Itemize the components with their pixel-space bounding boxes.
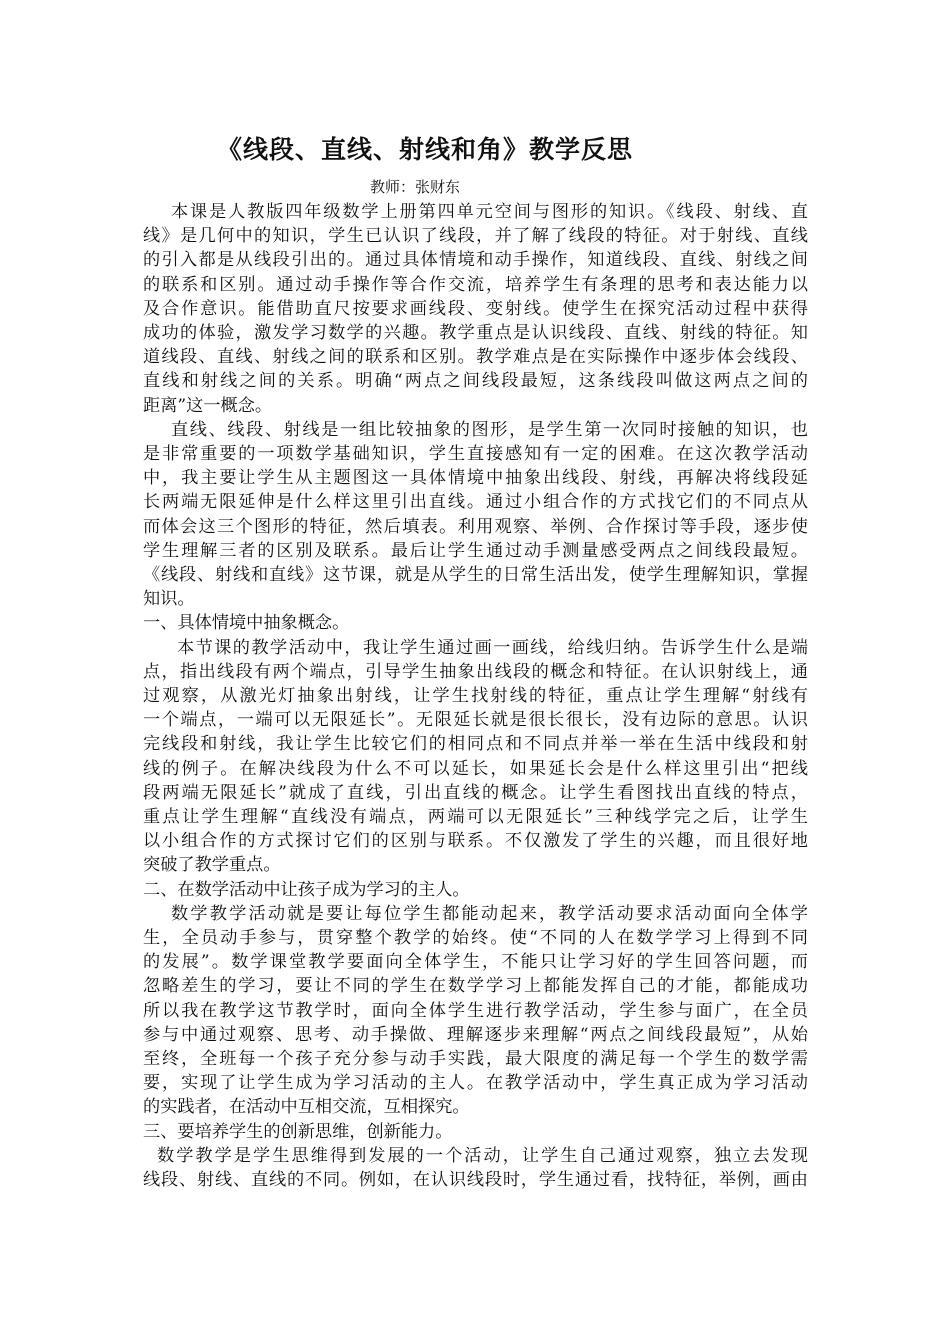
text-line: 所以我在教学这节教学时，面向全体学生进行教学活动，学生参与面广，在全员 [143,1000,808,1021]
text-line: 参与中通过观察、思考、动手操做、理解逐步来理解“两点之间线段最短”，从始 [143,1024,808,1045]
text-line: 一、具体情境中抽象概念。 [143,613,350,634]
text-line: 数学教学是学生思维得到发展的一个活动，让学生自己通过观察，独立去发现 [157,1145,808,1166]
text-line: 三、要培养学生的创新思维，创新能力。 [143,1121,453,1142]
text-line: 完线段和射线，我让学生比较它们的相同点和不同点并举一举在生活中线段和射 [143,734,808,755]
text-line: 的引入都是从线段引出的。通过具体情境和动手操作，知道线段、直线、射线之间 [143,250,808,271]
text-line: 线》是几何中的知识，学生已认识了线段，并了解了线段的特征。对于射线、直线 [143,226,808,247]
text-line: 重点让学生理解“直线没有端点，两端可以无限延长”三种线学完之后，让学生 [143,807,808,827]
text-line: 道线段、直线、射线之间的联系和区别。教学难点是在实际操作中逐步体会线段、 [143,347,808,368]
text-line: 知识。 [143,589,195,610]
text-line: 成功的体验，激发学习数学的兴趣。教学重点是认识线段、直线、射线的特征。知 [143,323,808,343]
text-line: 本节课的教学活动中，我让学生通过画一画线，给线归纳。告诉学生什么是端 [177,637,808,658]
text-line: 的联系和区别。通过动手操作等合作交流，培养学生有条理的思考和表达能力以 [143,274,808,295]
text-line: 而体会这三个图形的特征，然后填表。利用观察、举例、合作探讨等手段，逐步使 [143,516,808,537]
text-line: 二、在数学活动中让孩子成为学习的主人。 [143,879,470,900]
text-line: 要，实现了让学生成为学习活动的主人。在教学活动中，学生真正成为学习活动 [143,1073,808,1094]
text-line: 过观察，从激光灯抽象出射线，让学生找射线的特征，重点让学生理解“射线有 [143,686,808,706]
text-line: 数学教学活动就是要让每位学生都能动起来，教学活动要求活动面向全体学 [171,903,808,924]
text-line: 《线段、射线和直线》这节课，就是从学生的日常生活出发，使学生理解知识，掌握 [143,565,808,585]
text-line: 生，全员动手参与，贯穿整个教学的始终。使“不同的人在数学学习上得到不同 [143,928,808,948]
text-line: 学生理解三者的区别及联系。最后让学生通过动手测量感受两点之间线段最短。 [143,540,808,561]
text-line: 本课是人教版四年级数学上册第四单元空间与图形的知识。《线段、射线、直 [171,202,808,222]
text-line: 是非常重要的一项数学基础知识，学生直接感知有一定的困难。在这次教学活动 [143,444,808,464]
text-line: 线段、射线、直线的不同。例如，在认识线段时，学生通过看，找特征，举例，画由 [143,1170,808,1190]
text-line: 中，我主要让学生从主题图这一具体情境中抽象出线段、射线，再解决将线段延 [143,468,808,489]
text-line: 一个端点，一端可以无限延长”。无限延长就是很长很长，没有边际的意思。认识 [143,710,808,731]
document-title: 《线段、直线、射线和角》教学反思 [216,135,633,164]
text-line: 段两端无限延长”就成了直线，引出直线的概念。让学生看图找出直线的特点， [143,782,808,803]
text-line: 直线和射线之间的关系。明确“两点之间线段最短，这条线段叫做这两点之间的 [143,371,808,392]
text-line: 的实践者，在活动中互相交流，互相探究。 [143,1097,470,1118]
text-line: 至终，全班每一个孩子充分参与动手实践，最大限度的满足每一个学生的数学需 [143,1049,808,1069]
text-line: 直线、线段、射线是一组比较抽象的图形，是学生第一次同时接触的知识，也 [171,419,808,440]
text-line: 线的例子。在解决线段为什么不可以延长，如果延长会是什么样这里引出“把线 [143,758,808,779]
author-line: 教师：张财东 [370,178,461,196]
text-line: 长两端无限延伸是什么样这里引出直线。通过小组合作的方式找它们的不同点从 [143,492,808,513]
text-line: 距离”这一概念。 [143,395,273,416]
text-line: 以小组合作的方式探讨它们的区别与联系。不仅激发了学生的兴趣，而且很好地 [143,831,808,852]
text-line: 及合作意识。能借助直尺按要求画线段、变射线。使学生在探究活动过程中获得 [143,298,808,319]
text-line: 忽略差生的学习，要让不同的学生在数学学习上都能发挥自己的才能，都能成功 [143,976,808,997]
text-line: 点，指出线段有两个端点，引导学生抽象出线段的概念和特征。在认识射线上，通 [143,661,808,682]
text-line: 的发展”。数学课堂教学要面向全体学生，不能只让学习好的学生回答问题，而 [143,952,808,973]
text-line: 突破了教学重点。 [143,855,281,876]
